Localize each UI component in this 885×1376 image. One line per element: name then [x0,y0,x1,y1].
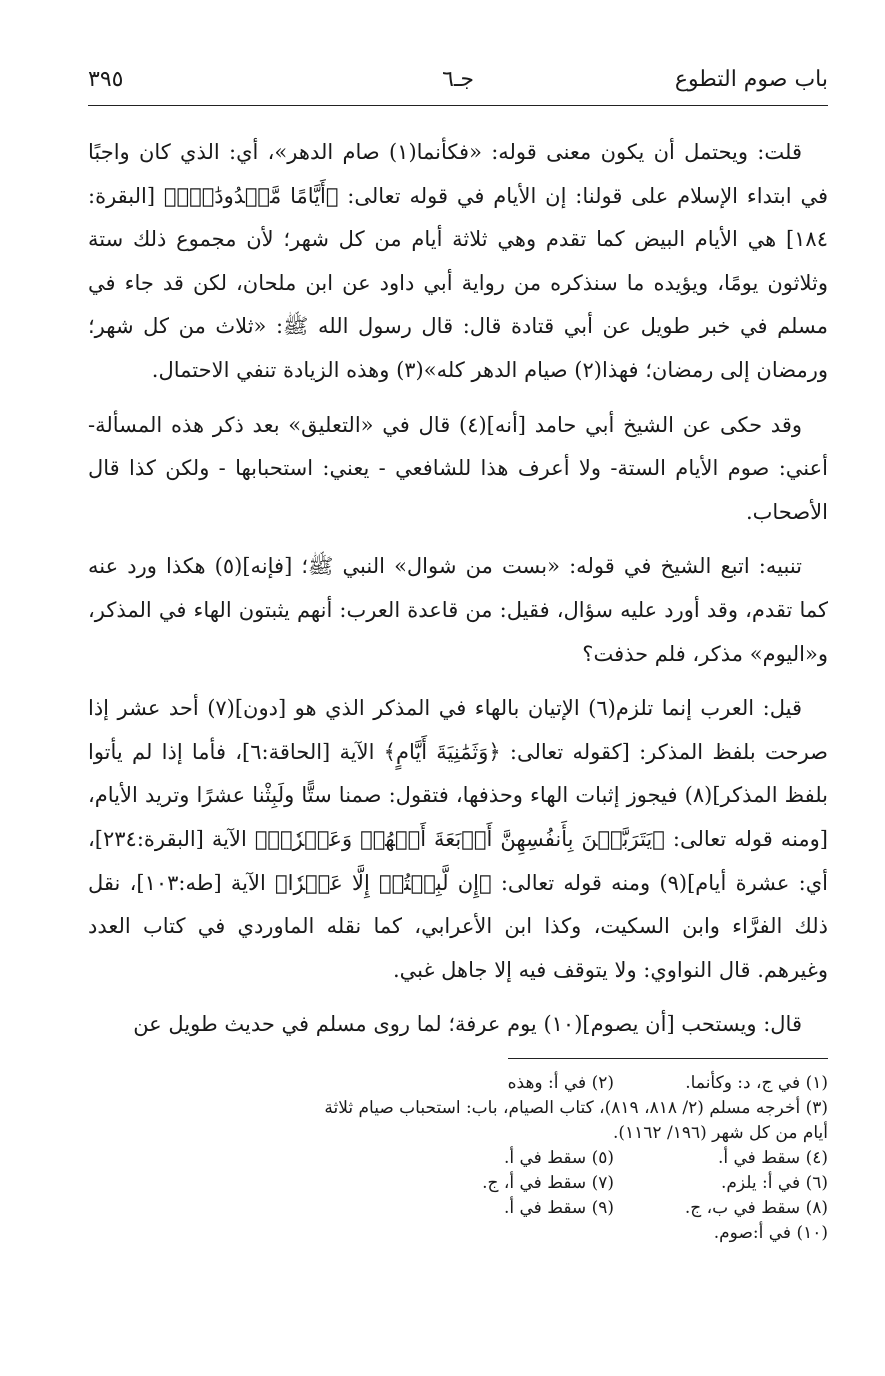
chapter-title: باب صوم التطوع [674,67,828,92]
volume-label: جـ٦ [442,67,474,92]
main-text [88,131,828,1058]
footnote-4: (٤) سقط في أ. [717,1148,828,1168]
footnote-row [320,1146,828,1171]
footnote-2: (٢) في أ: وهذه [507,1073,614,1093]
paragraph-1: قلت: ويحتمل أن يكون معنى قوله: «فكأنما(١) صام الدهر»، أي: الذي كان واجبًا في ابتداء الإسلام على قولنا: إن الأيام في قوله تعالى: ﴿أَيَّامًا مَّعۡدُودَٰتٖۚ﴾ [البقرة: ١٨٤] هي الأيام البيض كما تقدم وهي ثلاثة أيام من كل شهر؛ لأن مجموع ذلك ستة وثلاثون يومًا، ويؤيده ما سنذكره من رواية أبي داود عن ابن ملحان، لكن قد جاء في مسلم في خبر طويل عن أبي قتادة قال: قال رسول الله ﷺ: «ثلاث من كل شهر؛ ورمضان إلى رمضان؛ فهذا(٢) صيام الدهر كله»(٣) وهذه الزيادة تنفي الاحتمال. [88,140,828,382]
footnote-6: (٦) في أ: يلزم. [720,1173,828,1193]
paragraph-2: وقد حكى عن الشيخ أبي حامد [أنه](٤) قال في «التعليق» بعد ذكر هذه المسألة-أعني: صوم الأيام الستة- ولا أعرف هذا للشافعي - يعني: استحبابها - ولكن كذا قال الأصحاب. [88,412,828,524]
footnote-row [320,1221,828,1246]
footnote-7: (٧) سقط في أ، ج. [482,1173,614,1193]
footnote-10: (١٠) في أ:صوم. [713,1223,828,1243]
footnote-row [320,1071,828,1096]
page-number: ٣٩٥ [88,67,124,92]
footnote-1: (١) في ج، د: وكأنما. [685,1073,828,1093]
paragraph-4: قيل: العرب إنما تلزم(٦) الإتيان بالهاء في المذكر الذي هو [دون](٧) أحد عشر إذا صرحت بلفظ المذكر: [كقوله تعالى: ﴿وَثَمَٰنِيَةَ أَيَّامٍ﴾ الآية [الحاقة:٦]، فأما إذا لم يأتوا بلفظ المذكر](٨) فيجوز إثبات الهاء وحذفها، فتقول: صمنا ستًّا ولَبِثْنا عشرًا وتريد الأيام، [ومنه قوله تعالى: ﴿يَتَرَبَّصۡنَ بِأَنفُسِهِنَّ أَرۡبَعَةَ أَشۡهُرٖ وَعَشۡرٗاۖ﴾ الآية [البقرة:٢٣٤]، أي: عشرة أيام](٩) ومنه قوله تعالى: ﴿إِن لَّبِثۡتُمۡ إِلَّا عَشۡرٗا﴾ الآية [طه:١٠٣]، نقل ذلك الفرَّاء وابن السكيت، وكذا ابن الأعرابي، كما نقله الماوردي في كتاب العدد وغيرهم. قال النواوي: ولا يتوقف فيه إلا جاهل غبي. [88,696,829,982]
footnote-8: (٨) سقط في ب، ج. [684,1198,828,1218]
footnote-3: (٣) أخرجه مسلم (٢/ ٨١٨، ٨١٩)، كتاب الصيام، باب: استحباب صيام ثلاثة أيام من كل شهر (١٩٦/ ١١٦٢). [324,1098,828,1143]
header-rule [88,105,828,106]
paragraph-3: تنبيه: اتبع الشيخ في قوله: «بست من شوال» النبي ﷺ؛ [فإنه](٥) هكذا ورد عنه كما تقدم، وقد أورد عليه سؤال، فقيل: من قاعدة العرب: أنهم يثبتون الهاء في المذكر، و«اليوم» مذكر، فلم حذفت؟ [88,554,828,666]
footnote-5: (٥) سقط في أ. [503,1148,614,1168]
running-header [88,62,828,102]
footnote-9: (٩) سقط في أ. [503,1198,614,1218]
paragraph-5: قال: ويستحب [أن يصوم](١٠) يوم عرفة؛ لما روى مسلم في حديث طويل عن [133,1012,802,1037]
footnote-row [320,1171,828,1196]
footnote-rule [508,1058,828,1059]
footnotes [320,1071,828,1246]
footnote-row [320,1196,828,1221]
